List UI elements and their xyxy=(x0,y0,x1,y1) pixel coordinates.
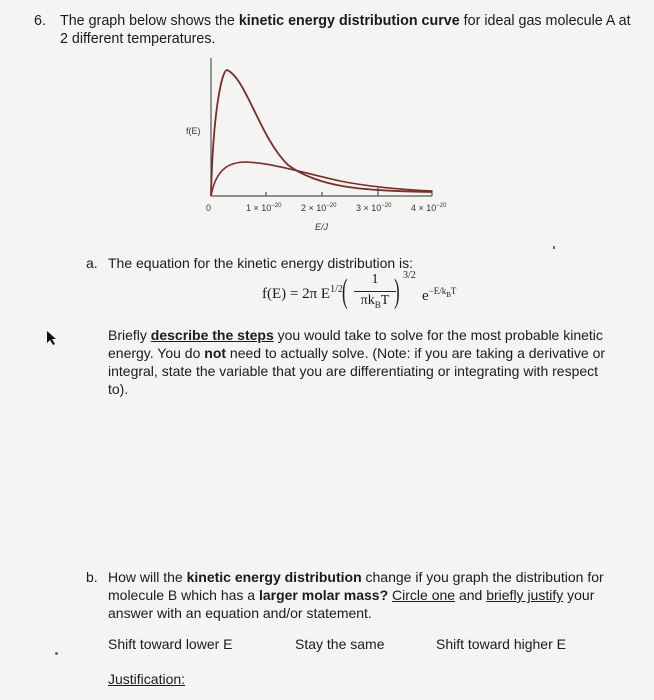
q6-text-pre: The graph below shows the xyxy=(60,13,239,29)
tick-1-exp: −20 xyxy=(271,203,282,209)
para-bold: not xyxy=(204,345,227,361)
y-axis-label: f(E) xyxy=(186,126,201,136)
justification-label: Justification: xyxy=(108,671,186,687)
eq-exp-e-sub: B xyxy=(446,290,451,299)
cursor-arrow-icon xyxy=(46,330,60,346)
x-tick-label-4 xyxy=(411,203,447,213)
eq-den-text: πk xyxy=(360,293,375,308)
x-tick-label-1 xyxy=(246,203,282,213)
stray-dot xyxy=(55,652,58,655)
option-shift-higher[interactable]: Shift toward higher E xyxy=(436,636,566,652)
tick-3-coef: 3 × 10 xyxy=(356,203,382,213)
right-paren: ) xyxy=(394,273,400,310)
tick-2-coef: 2 × 10 xyxy=(301,203,327,213)
qb-t4: and xyxy=(455,587,487,603)
qb-briefly-justify: briefly justify xyxy=(486,587,564,603)
eq-exp-half: 1/2 xyxy=(330,284,343,295)
q6-text-post: for ideal gas molecule A at 2 different temperatures. xyxy=(60,13,631,47)
para-pre: Briefly xyxy=(108,327,151,343)
question-number: 6. xyxy=(34,13,46,29)
eq-frac-den xyxy=(354,293,396,310)
x-tick-label-3 xyxy=(356,203,392,213)
part-a-letter: a. xyxy=(86,255,98,271)
part-b-letter: b. xyxy=(86,569,98,585)
tick-3-exp: −20 xyxy=(381,203,392,209)
part-b-question xyxy=(108,568,608,622)
para-post: need to actually solve. (Note: if you are taking a derivative or integral, state the variable that you are differentiating or integrating with respect to). xyxy=(108,345,606,397)
eq-lhs-text: f(E) = 2π E xyxy=(262,286,331,302)
tick-4-coef: 4 × 10 xyxy=(411,203,437,213)
eq-e: e xyxy=(422,288,429,304)
para-link: describe the steps xyxy=(150,327,274,343)
kinetic-energy-graph xyxy=(0,0,654,240)
eq-frac-num: 1 xyxy=(371,272,379,287)
eq-exponential xyxy=(422,286,456,305)
tick-2-exp: −20 xyxy=(326,203,337,209)
qb-t2: change if you graph the distribution for molecule B which has a xyxy=(108,569,604,603)
part-a-instructions xyxy=(108,326,608,398)
qb-circle-one: Circle one xyxy=(392,587,456,603)
eq-exp-e xyxy=(428,286,457,299)
tick-4-exp: −20 xyxy=(436,203,447,209)
eq-exp-e-end: T xyxy=(450,286,457,296)
eq-den-sub: B xyxy=(374,299,381,310)
kinetic-energy-equation xyxy=(262,270,522,320)
eq-exp-e-text: −E/k xyxy=(428,286,447,296)
qb-b1: kinetic energy distribution xyxy=(186,569,362,585)
tick-1-coef: 1 × 10 xyxy=(246,203,272,213)
para-mid: you would take to solve for the most probable kinetic energy. You do xyxy=(108,327,603,361)
stray-mark xyxy=(553,246,555,249)
x-tick-label-2 xyxy=(301,203,337,213)
qb-b2: larger molar mass? xyxy=(258,587,389,603)
option-stay-same[interactable]: Stay the same xyxy=(295,636,385,652)
eq-den-end: T xyxy=(380,293,390,308)
part-a-intro: The equation for the kinetic energy distribution is: xyxy=(108,255,414,271)
equation-lhs xyxy=(262,284,343,303)
qb-t1: How will the xyxy=(108,569,187,585)
x-origin-label: 0 xyxy=(206,203,212,213)
fraction-bar xyxy=(354,291,396,292)
eq-exp-32: 3/2 xyxy=(403,270,416,281)
qb-t5: your answer with an equation and/or statement. xyxy=(108,587,595,621)
option-shift-lower[interactable]: Shift toward lower E xyxy=(108,636,233,652)
left-paren: ( xyxy=(342,273,348,310)
x-axis-label: E/J xyxy=(315,222,329,232)
q6-text-bold: kinetic energy distribution curve xyxy=(238,13,460,29)
